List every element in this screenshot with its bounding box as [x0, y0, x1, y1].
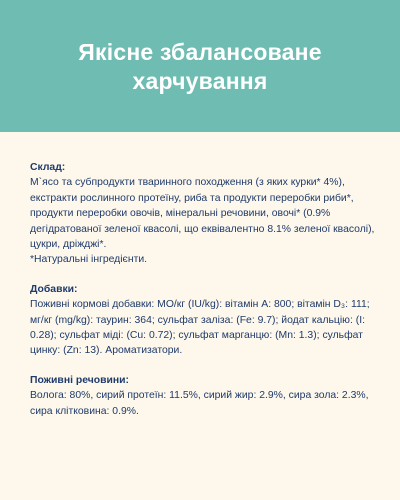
- header-banner: [0, 0, 400, 132]
- composition-section: [30, 160, 375, 268]
- composition-note: *Натуральні інгредієнти.: [30, 254, 148, 266]
- footer-band: [0, 450, 400, 500]
- nutrients-heading: Поживні речовини:: [30, 374, 130, 386]
- additives-text: Поживні кормові добавки: МО/кг (IU/kg): вітамін А: 800; вітамін D₃: 111; мг/кг (mg/kg): таурин: 364; сульфат заліза: (Fe: 9.7); йодат кальцію: (I: 0.28); сульфат міді: (Cu: 0.72); сульфат марганцю: (Mn: 1.3); сульфат цинку: (Zn: 13). Ароматизатори.: [30, 299, 370, 357]
- ingredients-content: [30, 160, 375, 433]
- composition-heading: Склад:: [30, 162, 66, 173]
- nutrients-text: Волога: 80%, сирий протеїн: 11.5%, сирий жир: 2.9%, сира зола: 2.3%, сира клітковина: 0.9%.: [30, 390, 369, 417]
- nutrients-section: [30, 373, 375, 419]
- additives-section: [30, 282, 375, 359]
- additives-heading: Добавки:: [30, 283, 78, 295]
- composition-text: М`ясо та субпродукти тваринного походження (з яких курки* 4%), екстракти рослинного протеїну, риба та продукти переробки риби*, продукти переробки овочів, мінеральні речовини, овочі* (0.9% дегідратованої зеленої квасолі, що еквівалентно 8.1% зеленої квасолі), цукри, дріжджі*.: [30, 177, 375, 251]
- banner-title: Якісне збалансоване харчування: [78, 39, 322, 94]
